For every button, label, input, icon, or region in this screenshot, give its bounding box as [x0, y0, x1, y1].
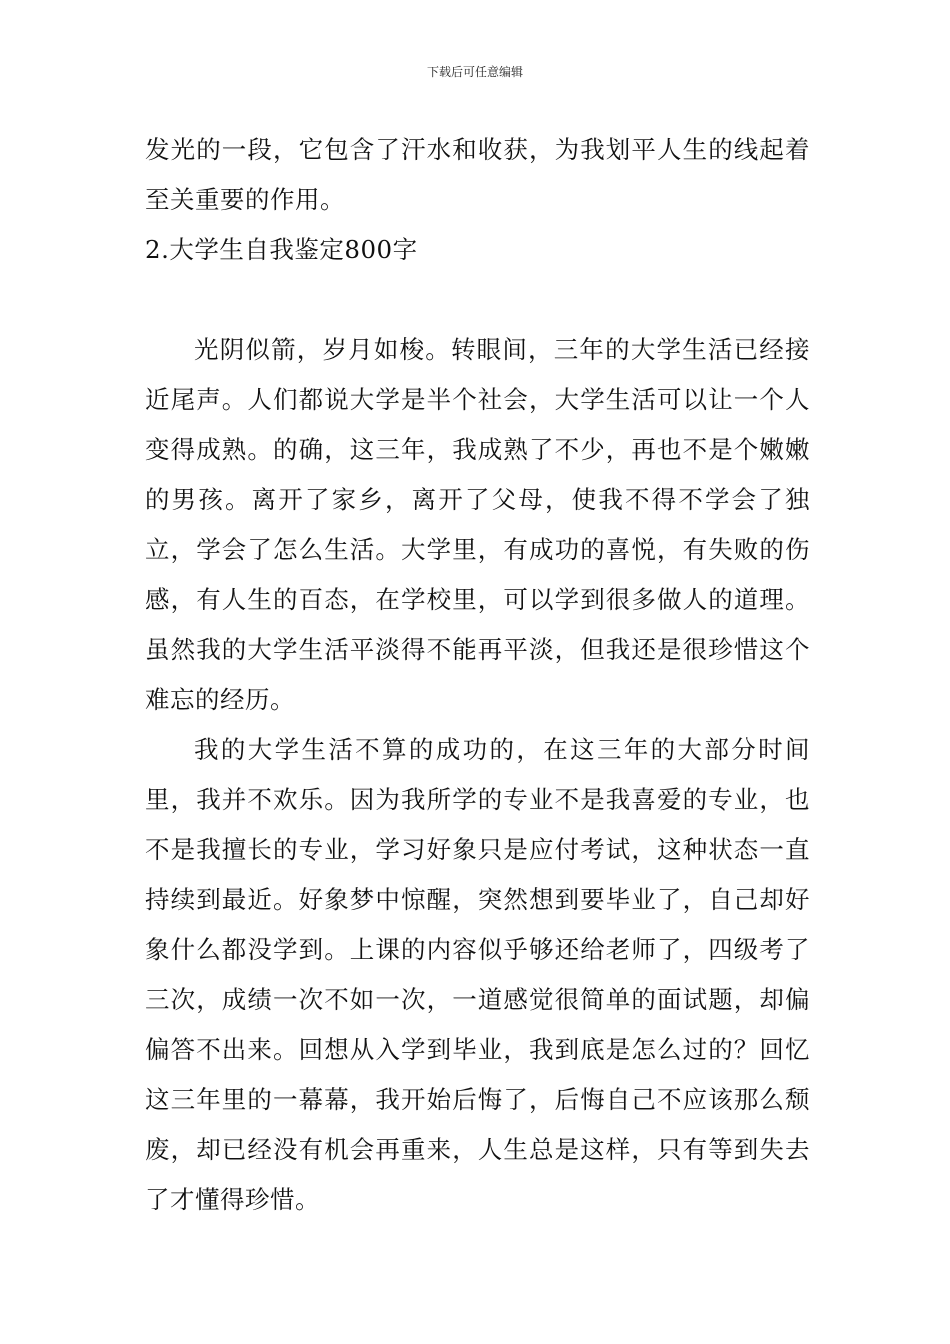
section-heading: 2.大学生自我鉴定800字	[145, 235, 418, 264]
paragraph-1: 光阴似箭，岁月如梭。转眼间，三年的大学生活已经接近尾声。人们都说大学是半个社会，大学生活可以让一个人变得成熟。的确，这三年，我成熟了不少，再也不是个嫩嫩的男孩。离开了家乡，离开了父母，使我不得不学会了独立，学会了怎么生活。大学里，有成功的喜悦，有失败的伤感，有人生的百态，在学校里，可以学到很多做人的道理。虽然我的大学生活平淡得不能再平淡，但我还是很珍惜这个难忘的经历。	[145, 335, 810, 714]
paragraph-2: 我的大学生活不算的成功的，在这三年的大部分时间里，我并不欢乐。因为我所学的专业不是我喜爱的专业，也不是我擅长的专业，学习好象只是应付考试，这种状态一直持续到最近。好象梦中惊醒，突然想到要毕业了，自己却好象什么都没学到。上课的内容似乎够还给老师了，四级考了三次，成绩一次不如一次，一道感觉很简单的面试题，却偏偏答不出来。回想从入学到毕业，我到底是怎么过的？回忆这三年里的一幕幕，我开始后悔了，后悔自己不应该那么颓废，却已经没有机会再重来，人生总是这样，只有等到失去了才懂得珍惜。	[145, 735, 810, 1214]
blank-line	[145, 275, 810, 325]
document-body	[145, 125, 810, 1225]
page-header: 下载后可任意编辑	[426, 65, 523, 79]
paragraph-continuation: 发光的一段，它包含了汗水和收获，为我划平人生的线起着至关重要的作用。	[145, 135, 810, 214]
